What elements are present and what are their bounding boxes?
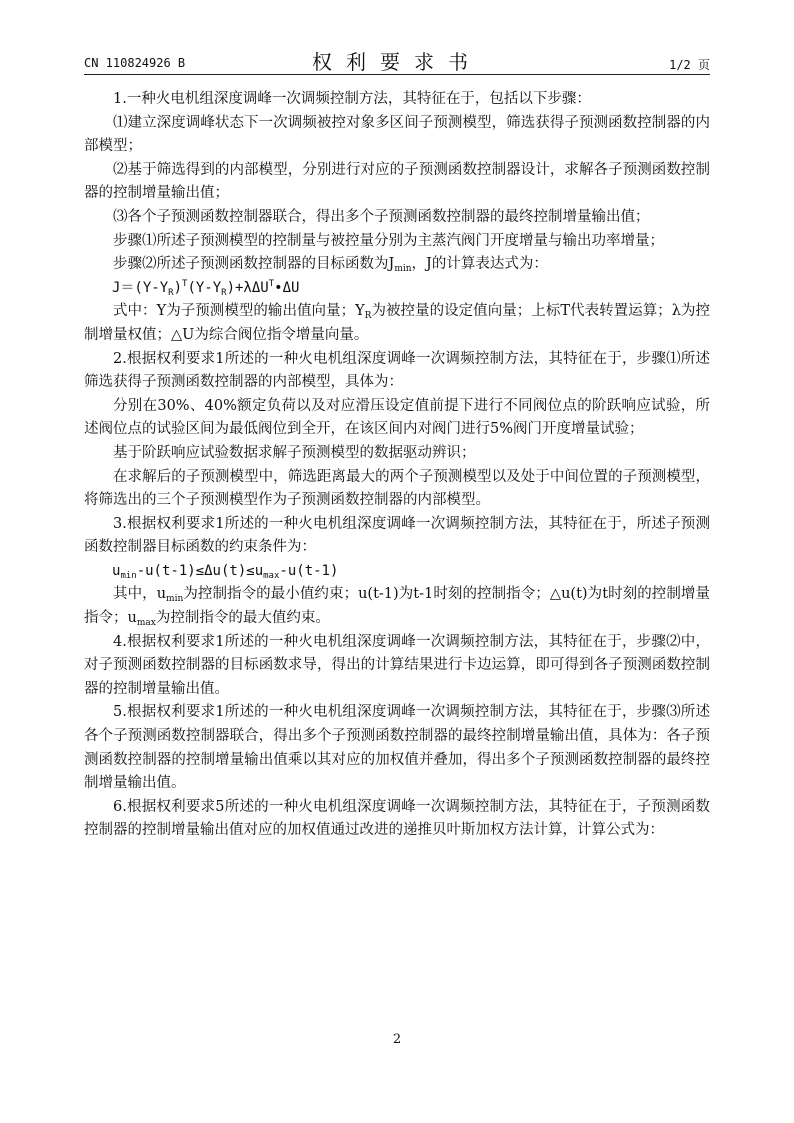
text-segment: 其中，u bbox=[113, 586, 167, 603]
claim-paragraph-variables bbox=[84, 300, 710, 347]
claim-paragraph: ⑶各个子预测函数控制器联合，得出多个子预测函数控制器的最终控制增量输出值； bbox=[113, 208, 650, 225]
formula-part: (Y-Y bbox=[187, 279, 222, 296]
formula-part: )+λΔU bbox=[226, 279, 269, 296]
claim-paragraph: 5.根据权利要求1所述的一种火电机组深度调峰一次调频控制方法，其特征在于，步骤⑶所述各个子预测函数控制器联合，得出多个子预测函数控制器的最终控制增量输出值，具体为：各子预测函数控制器的控制增量输出值乘以其对应的加权值并叠加，得出多个子预测函数控制器的最终控制增量输出值。 bbox=[84, 704, 710, 792]
page-info: 1/2 页 bbox=[669, 58, 710, 72]
subscript: min bbox=[166, 594, 184, 605]
text-segment: 为控制指令的最大值约束。 bbox=[155, 610, 330, 627]
claim-paragraph-constraints bbox=[84, 583, 710, 630]
claim-paragraph: 2.根据权利要求1所述的一种火电机组深度调峰一次调频控制方法，其特征在于，步骤⑴所述筛选获得子预测函数控制器的内部模型，具体为： bbox=[84, 350, 710, 391]
subscript: min bbox=[394, 264, 412, 275]
objective-formula bbox=[84, 277, 710, 301]
header-rule bbox=[84, 74, 710, 75]
text-segment: 式中：Y为子预测模型的输出值向量；Y bbox=[113, 303, 365, 320]
claim-paragraph: 6.根据权利要求5所述的一种火电机组深度调峰一次调频控制方法，其特征在于，子预测函数控制器的控制增量输出值对应的加权值通过改进的递推贝叶斯加权方法计算，计算公式为： bbox=[84, 798, 710, 839]
claim-paragraph: 1.一种火电机组深度调峰一次调频控制方法，其特征在于，包括以下步骤： bbox=[113, 91, 591, 107]
claim-paragraph: 3.根据权利要求1所述的一种火电机组深度调峰一次调频控制方法，其特征在于，所述子预测函数控制器目标函数的约束条件为： bbox=[84, 515, 710, 556]
formula-part: J＝(Y-Y bbox=[112, 279, 169, 296]
formula-part: -u(t-1) bbox=[279, 562, 339, 579]
superscript: T bbox=[182, 278, 188, 289]
subscript: R bbox=[168, 287, 174, 298]
text-segment: ，J的计算表达式为： bbox=[411, 256, 548, 273]
claim-paragraph: 4.根据权利要求1所述的一种火电机组深度调峰一次调频控制方法，其特征在于，步骤⑵中，对子预测函数控制器的目标函数求导，得出的计算结果进行卡边运算，即可得到各子预测函数控制器的控制增量输出值。 bbox=[84, 633, 710, 697]
claim-paragraph: 在求解后的子预测模型中，筛选距离最大的两个子预测模型以及处于中间位置的子预测模型，将筛选出的三个子预测模型作为子预测函数控制器的内部模型。 bbox=[84, 468, 710, 509]
claim-paragraph: ⑴建立深度调峰状态下一次调频被控对象多区间子预测模型，筛选获得子预测函数控制器的内部模型； bbox=[84, 114, 710, 155]
page-header bbox=[84, 46, 710, 74]
subscript: R bbox=[364, 311, 372, 322]
formula-part: u bbox=[112, 562, 121, 579]
formula-part: ) bbox=[173, 279, 183, 296]
text-segment: 步骤⑵所述子预测函数控制器的目标函数为J bbox=[113, 256, 395, 273]
text-segment: 为控制指令的最小值约束；u(t-1)为t-1时刻的控制指令；△u(t)为t时刻的控制增量指令；u bbox=[84, 586, 710, 627]
text-segment: 为被控量的设定值向量；上标T代表转置运算；λ为控制增量权值；△U为综合阀位指令增量向量。 bbox=[84, 303, 710, 343]
claim-paragraph: 基于阶跃响应试验数据求解子预测模型的数据驱动辨识； bbox=[113, 444, 476, 461]
page-number: 2 bbox=[392, 1032, 402, 1047]
publication-number: CN 110824926 B bbox=[84, 56, 186, 70]
claim-paragraph: 步骤⑴所述子预测模型的控制量与被控量分别为主蒸汽阀门开度增量与输出功率增量； bbox=[113, 232, 664, 249]
claim-paragraph: ⑵基于筛选得到的内部模型，分别进行对应的子预测函数控制器设计，求解各子预测函数控制器的控制增量输出值； bbox=[84, 161, 710, 202]
claim-paragraph-objective bbox=[84, 253, 710, 277]
formula-part: -u(t-1)≤Δu(t)≤u bbox=[136, 562, 264, 579]
claim-paragraph: 分别在30%、40%额定负荷以及对应滑压设定值前提下进行不同阀位点的阶跃响应试验，所述阀位点的试验区间为最低阀位到全开，在该区间内对阀门进行5%阀门开度增量试验； bbox=[84, 397, 710, 438]
formula-part: •ΔU bbox=[274, 279, 300, 296]
subscript: max bbox=[263, 570, 280, 581]
subscript: R bbox=[221, 287, 227, 298]
subscript: min bbox=[120, 570, 137, 581]
subscript: max bbox=[136, 618, 156, 629]
constraint-formula bbox=[84, 560, 710, 584]
superscript: T bbox=[268, 278, 275, 289]
claims-body bbox=[84, 88, 710, 843]
document-title: 权利要求书 bbox=[312, 50, 482, 74]
